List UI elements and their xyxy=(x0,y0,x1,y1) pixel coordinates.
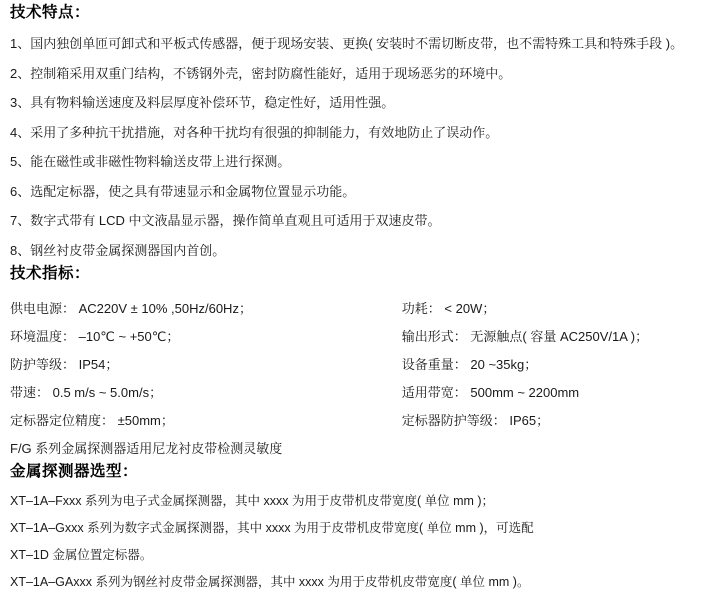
spec-left: 防护等级： IP54； xyxy=(10,357,119,372)
spec-right: 设备重量： 20 ~35kg； xyxy=(401,357,538,372)
list-item: 6、选配定标器，使之具有带速显示和金属物位置显示功能。 xyxy=(10,183,356,199)
specs-table xyxy=(10,295,699,435)
table-row xyxy=(10,407,699,435)
table-row xyxy=(10,379,699,407)
features-section xyxy=(0,0,709,261)
features-list xyxy=(10,34,699,261)
list-item: 5、能在磁性或非磁性物料输送皮带上进行探测。 xyxy=(10,154,291,169)
table-row xyxy=(10,295,699,323)
list-item: 1、国内独创单匝可卸式和平板式传感器，便于现场安装、更换( 安装时不需切断皮带，也不需特殊工具和特殊手段 )。 xyxy=(10,36,684,51)
list-item: 4、采用了多种抗干扰措施，对各种干扰均有很强的抑制能力，有效地防止了误动作。 xyxy=(10,124,499,140)
spec-left: 定标器定位精度： ±50mm； xyxy=(10,413,174,428)
list-item: 7、数字式带有 LCD 中文液晶显示器，操作简单直观且可适用于双速皮带。 xyxy=(10,213,441,228)
features-heading: 技术特点： xyxy=(10,4,91,21)
table-row xyxy=(10,323,699,351)
spec-left: 供电电源： AC220V ± 10% ,50Hz/60Hz； xyxy=(10,301,252,316)
list-item: 3、具有物料输送速度及料层厚度补偿环节，稳定性好，适用性强。 xyxy=(10,95,395,110)
spec-right: 输出形式： 无源触点( 容量 AC250V/1A )； xyxy=(401,329,649,344)
list-item: XT–1A–Gxxx 系列为数字式金属探测器，其中 xxxx 为用于皮带机皮带宽度( 单位 mm )，可选配 xyxy=(10,521,534,535)
spec-left: 带速： 0.5 m/s ~ 5.0m/s； xyxy=(10,385,163,400)
specs-heading: 技术指标： xyxy=(10,265,91,282)
list-item: XT–1A–GAxxx 系列为钢丝衬皮带金属探测器，其中 xxxx 为用于皮带机皮带宽度( 单位 mm )。 xyxy=(10,575,530,589)
list-item: XT–1A–Fxxx 系列为电子式金属探测器，其中 xxxx 为用于皮带机皮带宽度( 单位 mm )； xyxy=(10,494,495,508)
specs-note: F/G 系列金属探测器适用尼龙衬皮带检测灵敏度 xyxy=(10,441,283,456)
specs-section xyxy=(0,261,709,459)
models-section xyxy=(0,459,709,592)
list-item: 2、控制箱采用双重门结构，不锈钢外壳，密封防腐性能好，适用于现场恶劣的环境中。 xyxy=(10,65,512,81)
table-row xyxy=(10,351,699,379)
list-item: 8、钢丝衬皮带金属探测器国内首创。 xyxy=(10,242,226,258)
spec-right: 适用带宽： 500mm ~ 2200mm xyxy=(401,385,580,400)
list-item: XT–1D 金属位置定标器。 xyxy=(10,548,153,562)
spec-right: 定标器防护等级： IP65； xyxy=(401,413,550,428)
models-list xyxy=(10,492,699,592)
spec-right: 功耗： < 20W； xyxy=(401,301,496,316)
models-heading: 金属探测器选型： xyxy=(10,463,139,480)
spec-left: 环境温度： –10℃ ~ +50℃； xyxy=(10,329,180,344)
